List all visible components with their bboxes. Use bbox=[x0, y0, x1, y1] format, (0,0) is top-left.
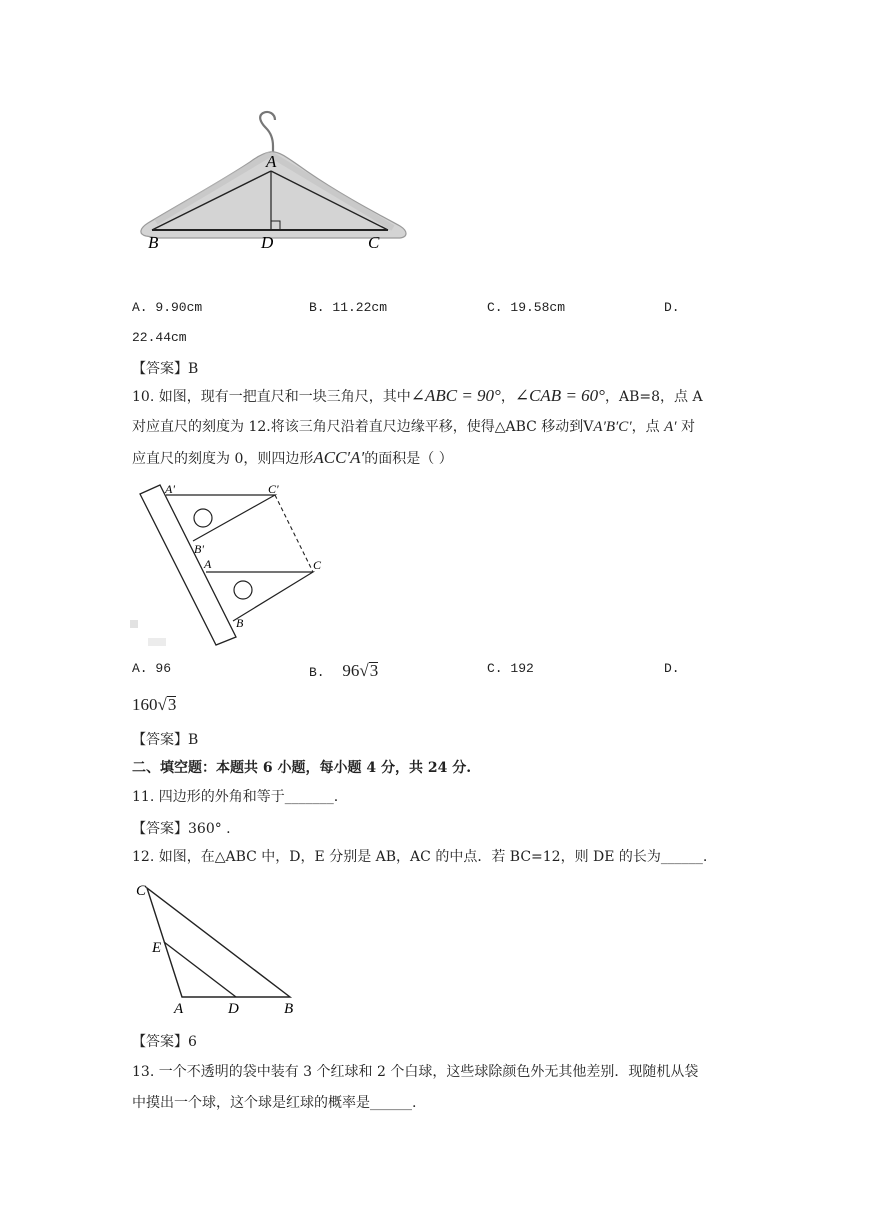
label-C: C bbox=[136, 883, 147, 899]
q10-option-b-value: 96√3 bbox=[342, 661, 379, 680]
q10-option-b-label: B. bbox=[309, 665, 325, 680]
label-A: A bbox=[266, 152, 277, 171]
label-C: C bbox=[313, 558, 322, 572]
ruler-triangle-figure bbox=[128, 480, 328, 650]
q10-option-b bbox=[309, 661, 378, 681]
answer-value: 360° . bbox=[188, 821, 231, 837]
answer-label: 【答案】 bbox=[132, 361, 188, 377]
answer-label: 【答案】 bbox=[132, 821, 188, 837]
angle-abc: ∠ABC = 90° bbox=[410, 386, 501, 405]
answer-value: 6 bbox=[188, 1034, 197, 1050]
option-b-radicand: 3 bbox=[369, 661, 379, 680]
q10-line2-post: ，点 bbox=[631, 419, 660, 435]
q9-answer bbox=[132, 358, 198, 378]
q10-line2-text: 对应直尺的刻度为 12.将该三角尺沿着直尺边缘平移，使得△ABC 移动到V bbox=[132, 419, 594, 435]
quadrilateral: ACC′A′ bbox=[313, 448, 365, 467]
q10-option-a: A. 96 bbox=[132, 661, 172, 676]
triangle-figure bbox=[132, 878, 307, 1018]
q9-option-d: D. bbox=[664, 300, 680, 315]
label-A-prime: A' bbox=[165, 482, 175, 496]
a-prime: A′ bbox=[664, 419, 677, 435]
answer-label: 【答案】 bbox=[132, 732, 188, 748]
option-d-num: 160 bbox=[132, 695, 158, 714]
q9-option-b: B. 11.22cm bbox=[309, 300, 388, 315]
label-B: B bbox=[236, 616, 244, 630]
label-C: C bbox=[368, 233, 380, 252]
q10-ab-text: AB=8，点 A bbox=[618, 389, 703, 405]
answer-value: B bbox=[188, 361, 199, 377]
q12-answer bbox=[132, 1031, 197, 1051]
label-E: E bbox=[152, 940, 162, 956]
section-heading: 二、填空题：本题共 6 小题，每小题 4 分，共 24 分. bbox=[132, 760, 472, 776]
ruler bbox=[140, 485, 236, 645]
q10-line2-end: 对 bbox=[680, 419, 695, 435]
q9-option-a: A. 9.90cm bbox=[132, 300, 203, 315]
q9-option-d-value: 22.44cm bbox=[132, 330, 187, 345]
q10-line3 bbox=[132, 448, 453, 469]
q10-line1-text: 10. 如图，现有一把直尺和一块三角尺，其中 bbox=[132, 389, 411, 405]
label-D: D bbox=[261, 233, 274, 252]
option-d-radicand: 3 bbox=[167, 695, 177, 714]
q9-option-c: C. 19.58cm bbox=[487, 300, 566, 315]
q10-answer bbox=[132, 729, 198, 749]
answer-label: 【答案】 bbox=[132, 1034, 188, 1050]
q10-line3-post: 的面积是（ ） bbox=[364, 451, 453, 467]
q11-answer bbox=[132, 818, 231, 838]
label-B-prime: B' bbox=[194, 542, 204, 556]
answer-value: B bbox=[188, 732, 199, 748]
q10-option-d-value: 160√3 bbox=[132, 695, 177, 714]
label-C-prime: C' bbox=[268, 482, 279, 496]
angle-cab: ∠CAB = 60° bbox=[514, 386, 605, 405]
label-A: A bbox=[174, 1001, 184, 1017]
label-D: D bbox=[228, 1001, 239, 1017]
hanger-figure bbox=[138, 110, 408, 255]
option-b-num: 96 bbox=[342, 661, 360, 680]
q11-text: 11. 四边形的外角和等于_______. bbox=[132, 789, 339, 805]
q13-line2: 中摸出一个球，这个球是红球的概率是______. bbox=[132, 1095, 417, 1111]
label-B: B bbox=[284, 1001, 294, 1017]
label-A: A bbox=[204, 557, 212, 571]
q10-line1: 10. 如图，现有一把直尺和一块三角尺，其中∠ABC = 90°，∠CAB = 60°，AB=8，点 A bbox=[132, 386, 703, 405]
label-B: B bbox=[148, 233, 159, 252]
q10-line3-text: 应直尺的刻度为 0，则四边形 bbox=[132, 451, 314, 467]
q12-text: 12. 如图，在△ABC 中，D，E 分别是 AB，AC 的中点．若 BC=12，则 DE 的长为______. bbox=[132, 849, 708, 865]
triangle-prime: A′B′C′ bbox=[593, 419, 632, 435]
q10-option-d: D. bbox=[664, 661, 680, 676]
q10-line2 bbox=[132, 417, 695, 437]
q10-option-c: C. 192 bbox=[487, 661, 534, 676]
q13-line1: 13. 一个不透明的袋中装有 3 个红球和 2 个白球，这些球除颜色外无其他差别．现随机从袋 bbox=[132, 1064, 699, 1080]
